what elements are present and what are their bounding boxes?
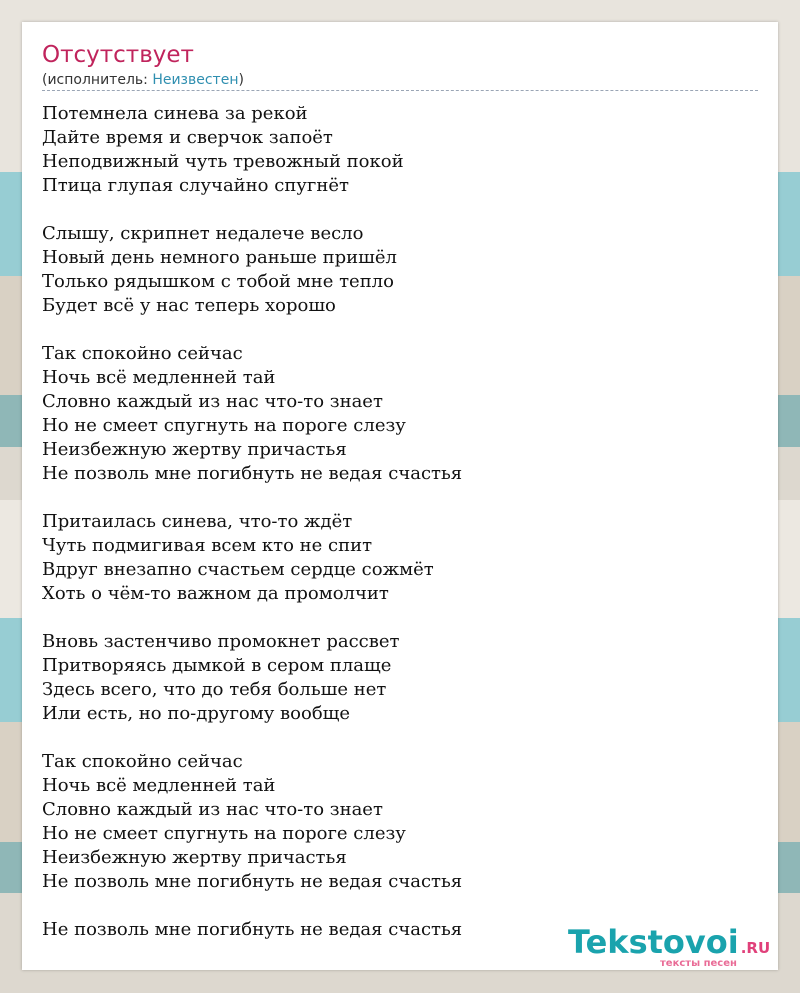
- lyric-line: Потемнела синева за рекой: [42, 103, 308, 124]
- lyric-line: Притаилась синева, что-то ждёт: [42, 511, 353, 532]
- lyric-line: Словно каждый из нас что-то знает: [42, 391, 383, 412]
- lyric-line: Но не смеет спугнуть на пороге слезу: [42, 823, 406, 844]
- lyric-line: Неподвижный чуть тревожный покой: [42, 151, 404, 172]
- artist-line: [42, 71, 244, 89]
- lyric-line: Так спокойно сейчас: [42, 343, 243, 364]
- lyric-line: Словно каждый из нас что-то знает: [42, 799, 383, 820]
- title-divider: [42, 90, 758, 91]
- logo-tld: .RU: [740, 939, 771, 957]
- lyric-line: Птица глупая случайно спугнёт: [42, 175, 349, 196]
- site-logo[interactable]: [568, 922, 778, 970]
- stanza-gap: [42, 606, 462, 630]
- lyric-line: Слышу, скрипнет недалече весло: [42, 223, 364, 244]
- song-title: Отсутствует: [42, 42, 194, 68]
- lyric-line: Неизбежную жертву причастья: [42, 439, 347, 460]
- lyric-line: Чуть подмигивая всем кто не спит: [42, 535, 373, 556]
- song-card: [22, 22, 778, 970]
- lyric-line: Ночь всё медленней тай: [42, 367, 276, 388]
- logo-main-text: Tekstovoi: [568, 923, 739, 961]
- stanza-gap: [42, 198, 462, 222]
- lyric-line: Новый день немного раньше пришёл: [42, 247, 397, 268]
- artist-link[interactable]: Неизвестен: [152, 72, 239, 88]
- lyric-line: Здесь всего, что до тебя больше нет: [42, 679, 387, 700]
- stanza-gap: [42, 486, 462, 510]
- lyric-line: Притворяясь дымкой в сером плаще: [42, 655, 392, 676]
- lyric-line: Или есть, но по-другому вообще: [42, 703, 351, 724]
- lyric-line: Не позволь мне погибнуть не ведая счастья: [42, 463, 463, 484]
- lyric-line: Неизбежную жертву причастья: [42, 847, 347, 868]
- logo-tagline: тексты песен: [660, 958, 737, 969]
- lyric-line: Не позволь мне погибнуть не ведая счастья: [42, 871, 463, 892]
- lyric-line: Не позволь мне погибнуть не ведая счастья: [42, 919, 463, 940]
- lyric-line: Но не смеет спугнуть на пороге слезу: [42, 415, 406, 436]
- artist-prefix: (исполнитель:: [42, 72, 153, 88]
- lyric-line: Ночь всё медленней тай: [42, 775, 276, 796]
- lyric-line: Вновь застенчиво промокнет рассвет: [42, 631, 400, 652]
- lyric-line: Только рядышком с тобой мне тепло: [42, 271, 394, 292]
- stanza-gap: [42, 726, 462, 750]
- lyric-line: Хоть о чём-то важном да промолчит: [42, 583, 389, 604]
- artist-suffix: ): [238, 72, 244, 88]
- lyric-line: Дайте время и сверчок запоёт: [42, 127, 333, 148]
- lyrics-body: [42, 102, 462, 942]
- lyric-line: Будет всё у нас теперь хорошо: [42, 295, 336, 316]
- stanza-gap: [42, 894, 462, 918]
- lyric-line: Так спокойно сейчас: [42, 751, 243, 772]
- stanza-gap: [42, 318, 462, 342]
- lyric-line: Вдруг внезапно счастьем сердце сожмёт: [42, 559, 434, 580]
